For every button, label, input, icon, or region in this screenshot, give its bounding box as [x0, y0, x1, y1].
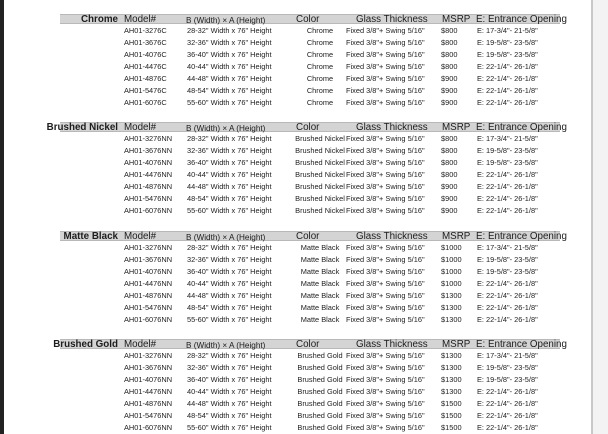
color-cell: Brushed Gold — [297, 363, 343, 372]
model-cell: AH01-4076NN — [124, 375, 173, 384]
model-cell: AH01-5476NN — [124, 303, 173, 312]
opening-cell: E: 22-1/4"- 26-1/8" — [477, 62, 538, 71]
opening-cell: E: 22-1/4"- 26-1/8" — [477, 423, 538, 432]
section-header-row — [60, 231, 567, 242]
glass-cell: Fixed 3/8"+ Swing 5/16" — [346, 206, 425, 215]
color-cell: Chrome — [306, 26, 334, 35]
opening-cell: E: 22-1/4"- 26-1/8" — [477, 315, 538, 324]
size-cell: 55-60" Width x 76" Height — [187, 423, 272, 432]
header-size: B (Width) × A (Height) — [186, 124, 266, 133]
glass-cell: Fixed 3/8"+ Swing 5/16" — [346, 363, 425, 372]
header-msrp: MSRP — [442, 339, 471, 350]
table-row — [60, 205, 560, 217]
glass-cell: Fixed 3/8"+ Swing 5/16" — [346, 194, 425, 203]
table-row — [60, 97, 560, 109]
opening-cell: E: 22-1/4"- 26-1/8" — [477, 387, 538, 396]
msrp-cell: $1300 — [441, 375, 462, 384]
size-cell: 40-44" Width x 76" Height — [187, 170, 272, 179]
msrp-cell: $1500 — [441, 399, 462, 408]
header-model: Model# — [124, 339, 157, 350]
opening-cell: E: 22-1/4"- 26-1/8" — [477, 279, 538, 288]
header-color: Color — [296, 231, 320, 242]
opening-cell: E: 22-1/4"- 26-1/8" — [477, 303, 538, 312]
glass-cell: Fixed 3/8"+ Swing 5/16" — [346, 423, 425, 432]
opening-cell: E: 19-5/8"- 23-5/8" — [477, 146, 538, 155]
msrp-cell: $1000 — [441, 243, 462, 252]
header-color: Color — [296, 122, 320, 133]
glass-cell: Fixed 3/8"+ Swing 5/16" — [346, 375, 425, 384]
color-cell: Matte Black — [300, 303, 340, 312]
glass-cell: Fixed 3/8"+ Swing 5/16" — [346, 399, 425, 408]
table-row — [60, 61, 560, 73]
color-cell: Brushed Gold — [297, 399, 343, 408]
section-header-row — [53, 339, 567, 350]
glass-cell: Fixed 3/8"+ Swing 5/16" — [346, 255, 425, 264]
size-cell: 44-48" Width x 76" Height — [187, 182, 272, 191]
glass-cell: Fixed 3/8"+ Swing 5/16" — [346, 291, 425, 300]
model-cell: AH01-4476C — [124, 62, 167, 71]
color-cell: Brushed Nickel — [295, 158, 345, 167]
model-cell: AH01-3276NN — [124, 134, 173, 143]
table-row — [60, 157, 560, 169]
opening-cell: E: 22-1/4"- 26-1/8" — [477, 74, 538, 83]
table-row — [60, 278, 560, 290]
header-opening: E: Entrance Opening — [476, 14, 567, 25]
opening-cell: E: 22-1/4"- 26-1/8" — [477, 170, 538, 179]
msrp-cell: $800 — [441, 170, 458, 179]
size-cell: 44-48" Width x 76" Height — [187, 74, 272, 83]
msrp-cell: $800 — [441, 134, 458, 143]
page-left-border — [0, 0, 4, 434]
finish-name: Brushed Gold — [53, 339, 118, 350]
msrp-cell: $1000 — [441, 279, 462, 288]
glass-cell: Fixed 3/8"+ Swing 5/16" — [346, 182, 425, 191]
opening-cell: E: 19-5/8"- 23-5/8" — [477, 158, 538, 167]
size-cell: 44-48" Width x 76" Height — [187, 399, 272, 408]
size-cell: 36-40" Width x 76" Height — [187, 158, 272, 167]
size-cell: 32-36" Width x 76" Height — [187, 38, 272, 47]
opening-cell: E: 22-1/4"- 26-1/8" — [477, 182, 538, 191]
header-opening: E: Entrance Opening — [476, 339, 567, 350]
model-cell: AH01-3676C — [124, 38, 167, 47]
size-cell: 28-32" Width x 76" Height — [187, 26, 272, 35]
msrp-cell: $900 — [441, 206, 458, 215]
table-row — [60, 49, 560, 61]
glass-cell: Fixed 3/8"+ Swing 5/16" — [346, 279, 425, 288]
size-cell: 28-32" Width x 76" Height — [187, 351, 272, 360]
table-row — [60, 422, 560, 434]
size-cell: 32-36" Width x 76" Height — [187, 255, 272, 264]
glass-cell: Fixed 3/8"+ Swing 5/16" — [346, 243, 425, 252]
msrp-cell: $1300 — [441, 315, 462, 324]
glass-cell: Fixed 3/8"+ Swing 5/16" — [346, 98, 425, 107]
size-cell: 55-60" Width x 76" Height — [187, 206, 272, 215]
table-row — [60, 398, 560, 410]
size-cell: 40-44" Width x 76" Height — [187, 62, 272, 71]
table-row — [60, 133, 560, 145]
opening-cell: E: 22-1/4"- 26-1/8" — [477, 86, 538, 95]
msrp-cell: $900 — [441, 194, 458, 203]
size-cell: 55-60" Width x 76" Height — [187, 315, 272, 324]
model-cell: AH01-4876NN — [124, 182, 173, 191]
msrp-cell: $800 — [441, 62, 458, 71]
opening-cell: E: 19-5/8"- 23-5/8" — [477, 375, 538, 384]
color-cell: Matte Black — [300, 315, 340, 324]
opening-cell: E: 17-3/4"- 21-5/8" — [477, 243, 538, 252]
model-cell: AH01-4076NN — [124, 158, 173, 167]
section-header-row — [46, 122, 567, 133]
model-cell: AH01-5476NN — [124, 194, 173, 203]
msrp-cell: $1000 — [441, 267, 462, 276]
glass-cell: Fixed 3/8"+ Swing 5/16" — [346, 351, 425, 360]
opening-cell: E: 22-1/4"- 26-1/8" — [477, 98, 538, 107]
opening-cell: E: 22-1/4"- 26-1/8" — [477, 291, 538, 300]
glass-cell: Fixed 3/8"+ Swing 5/16" — [346, 38, 425, 47]
model-cell: AH01-4476NN — [124, 170, 173, 179]
msrp-cell: $1300 — [441, 363, 462, 372]
opening-cell: E: 19-5/8"- 23-5/8" — [477, 50, 538, 59]
table-row — [60, 374, 560, 386]
model-cell: AH01-5476NN — [124, 411, 173, 420]
glass-cell: Fixed 3/8"+ Swing 5/16" — [346, 86, 425, 95]
table-row — [60, 410, 560, 422]
header-model: Model# — [124, 231, 157, 242]
color-cell: Brushed Gold — [297, 423, 343, 432]
size-cell: 28-32" Width x 76" Height — [187, 243, 272, 252]
color-cell: Brushed Nickel — [295, 134, 345, 143]
model-cell: AH01-6076NN — [124, 206, 173, 215]
table-row — [60, 145, 560, 157]
model-cell: AH01-4876NN — [124, 291, 173, 300]
table-row — [60, 25, 560, 37]
table-row — [60, 85, 560, 97]
color-cell: Brushed Nickel — [295, 206, 345, 215]
glass-cell: Fixed 3/8"+ Swing 5/16" — [346, 50, 425, 59]
model-cell: AH01-3276C — [124, 26, 167, 35]
table-row — [60, 254, 560, 266]
header-model: Model# — [124, 14, 157, 25]
color-cell: Chrome — [306, 86, 334, 95]
header-size: B (Width) × A (Height) — [186, 341, 266, 350]
msrp-cell: $900 — [441, 182, 458, 191]
glass-cell: Fixed 3/8"+ Swing 5/16" — [346, 315, 425, 324]
glass-cell: Fixed 3/8"+ Swing 5/16" — [346, 26, 425, 35]
msrp-cell: $800 — [441, 38, 458, 47]
table-row — [60, 181, 560, 193]
glass-cell: Fixed 3/8"+ Swing 5/16" — [346, 170, 425, 179]
table-row — [60, 73, 560, 85]
opening-cell: E: 22-1/4"- 26-1/8" — [477, 399, 538, 408]
color-cell: Matte Black — [300, 267, 340, 276]
color-cell: Brushed Nickel — [295, 182, 345, 191]
color-cell: Brushed Nickel — [295, 194, 345, 203]
table-row — [60, 362, 560, 374]
color-cell: Matte Black — [300, 255, 340, 264]
size-cell: 32-36" Width x 76" Height — [187, 146, 272, 155]
color-cell: Chrome — [306, 62, 334, 71]
model-cell: AH01-6076C — [124, 98, 167, 107]
header-glass: Glass Thickness — [356, 231, 428, 242]
model-cell: AH01-5476C — [124, 86, 167, 95]
header-opening: E: Entrance Opening — [476, 231, 567, 242]
color-cell: Chrome — [306, 98, 334, 107]
table-row — [60, 37, 560, 49]
opening-cell: E: 22-1/4"- 26-1/8" — [477, 206, 538, 215]
header-color: Color — [296, 14, 320, 25]
glass-cell: Fixed 3/8"+ Swing 5/16" — [346, 74, 425, 83]
color-cell: Chrome — [306, 38, 334, 47]
msrp-cell: $1000 — [441, 255, 462, 264]
model-cell: AH01-3276NN — [124, 351, 173, 360]
size-cell: 48-54" Width x 76" Height — [187, 303, 272, 312]
glass-cell: Fixed 3/8"+ Swing 5/16" — [346, 387, 425, 396]
table-row — [60, 302, 560, 314]
table-row — [60, 386, 560, 398]
glass-cell: Fixed 3/8"+ Swing 5/16" — [346, 62, 425, 71]
color-cell: Brushed Nickel — [295, 146, 345, 155]
page-right-margin — [593, 0, 608, 434]
size-cell: 48-54" Width x 76" Height — [187, 194, 272, 203]
table-row — [60, 290, 560, 302]
size-cell: 44-48" Width x 76" Height — [187, 291, 272, 300]
size-cell: 48-54" Width x 76" Height — [187, 411, 272, 420]
model-cell: AH01-4876C — [124, 74, 167, 83]
header-model: Model# — [124, 122, 157, 133]
section-header-row — [60, 14, 567, 25]
color-cell: Matte Black — [300, 279, 340, 288]
opening-cell: E: 22-1/4"- 26-1/8" — [477, 194, 538, 203]
table-row — [60, 169, 560, 181]
msrp-cell: $1300 — [441, 291, 462, 300]
msrp-cell: $900 — [441, 98, 458, 107]
table-row — [60, 266, 560, 278]
size-cell: 48-54" Width x 76" Height — [187, 86, 272, 95]
color-cell: Brushed Gold — [297, 351, 343, 360]
opening-cell: E: 19-5/8"- 23-5/8" — [477, 255, 538, 264]
msrp-cell: $1300 — [441, 303, 462, 312]
model-cell: AH01-3276NN — [124, 243, 173, 252]
size-cell: 55-60" Width x 76" Height — [187, 98, 272, 107]
color-cell: Brushed Gold — [297, 411, 343, 420]
color-cell: Matte Black — [300, 243, 340, 252]
header-glass: Glass Thickness — [356, 339, 428, 350]
finish-name: Matte Black — [63, 231, 118, 242]
size-cell: 40-44" Width x 76" Height — [187, 279, 272, 288]
opening-cell: E: 17-3/4"- 21-5/8" — [477, 134, 538, 143]
color-cell: Brushed Gold — [297, 387, 343, 396]
glass-cell: Fixed 3/8"+ Swing 5/16" — [346, 146, 425, 155]
msrp-cell: $800 — [441, 26, 458, 35]
model-cell: AH01-4876NN — [124, 399, 173, 408]
color-cell: Brushed Nickel — [295, 170, 345, 179]
table-row — [60, 350, 560, 362]
size-cell: 40-44" Width x 76" Height — [187, 387, 272, 396]
msrp-cell: $1300 — [441, 351, 462, 360]
glass-cell: Fixed 3/8"+ Swing 5/16" — [346, 411, 425, 420]
msrp-cell: $800 — [441, 146, 458, 155]
opening-cell: E: 22-1/4"- 26-1/8" — [477, 411, 538, 420]
table-row — [60, 193, 560, 205]
msrp-cell: $1500 — [441, 411, 462, 420]
color-cell: Chrome — [306, 50, 334, 59]
header-size: B (Width) × A (Height) — [186, 16, 266, 25]
color-cell: Chrome — [306, 74, 334, 83]
size-cell: 32-36" Width x 76" Height — [187, 363, 272, 372]
opening-cell: E: 19-5/8"- 23-5/8" — [477, 363, 538, 372]
size-cell: 28-32" Width x 76" Height — [187, 134, 272, 143]
glass-cell: Fixed 3/8"+ Swing 5/16" — [346, 267, 425, 276]
header-msrp: MSRP — [442, 122, 471, 133]
opening-cell: E: 17-3/4"- 21-5/8" — [477, 351, 538, 360]
glass-cell: Fixed 3/8"+ Swing 5/16" — [346, 158, 425, 167]
msrp-cell: $1500 — [441, 423, 462, 432]
color-cell: Brushed Gold — [297, 375, 343, 384]
finish-name: Chrome — [80, 14, 118, 25]
opening-cell: E: 19-5/8"- 23-5/8" — [477, 38, 538, 47]
model-cell: AH01-3676NN — [124, 363, 173, 372]
table-row — [60, 242, 560, 254]
header-glass: Glass Thickness — [356, 14, 428, 25]
model-cell: AH01-4076C — [124, 50, 167, 59]
header-msrp: MSRP — [442, 231, 471, 242]
header-size: B (Width) × A (Height) — [186, 233, 266, 242]
model-cell: AH01-6076NN — [124, 315, 173, 324]
msrp-cell: $1300 — [441, 387, 462, 396]
model-cell: AH01-4476NN — [124, 279, 173, 288]
header-color: Color — [296, 339, 320, 350]
header-opening: E: Entrance Opening — [476, 122, 567, 133]
msrp-cell: $900 — [441, 86, 458, 95]
opening-cell: E: 17-3/4"- 21-5/8" — [477, 26, 538, 35]
size-cell: 36-40" Width x 76" Height — [187, 375, 272, 384]
opening-cell: E: 19-5/8"- 23-5/8" — [477, 267, 538, 276]
glass-cell: Fixed 3/8"+ Swing 5/16" — [346, 134, 425, 143]
finish-name: Brushed Nickel — [46, 122, 118, 133]
glass-cell: Fixed 3/8"+ Swing 5/16" — [346, 303, 425, 312]
header-glass: Glass Thickness — [356, 122, 428, 133]
msrp-cell: $800 — [441, 158, 458, 167]
model-cell: AH01-4076NN — [124, 267, 173, 276]
model-cell: AH01-3676NN — [124, 146, 173, 155]
model-cell: AH01-6076NN — [124, 423, 173, 432]
msrp-cell: $900 — [441, 74, 458, 83]
model-cell: AH01-3676NN — [124, 255, 173, 264]
header-msrp: MSRP — [442, 14, 471, 25]
size-cell: 36-40" Width x 76" Height — [187, 50, 272, 59]
color-cell: Matte Black — [300, 291, 340, 300]
table-row — [60, 314, 560, 326]
msrp-cell: $800 — [441, 50, 458, 59]
model-cell: AH01-4476NN — [124, 387, 173, 396]
size-cell: 36-40" Width x 76" Height — [187, 267, 272, 276]
